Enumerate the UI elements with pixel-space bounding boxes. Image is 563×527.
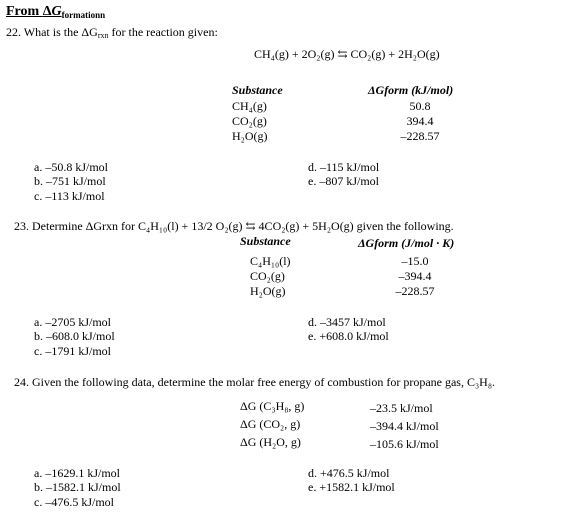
question-24: 24. Given the following data, determine the molar free energy of combustion for propane gas, C₃H₈.: [14, 375, 496, 389]
table-22-value: 394.4: [406, 114, 434, 128]
choice-24-c: c. –476.5 kJ/mol: [34, 495, 114, 509]
table-24-value: –23.5 kJ/mol: [370, 401, 433, 415]
section-title: From $\Delta G_{formationn}$: [6, 4, 106, 20]
table-23-value: –15.0: [401, 254, 429, 268]
table-22-value: 50.8: [409, 99, 431, 113]
table-23-substance: C₄H₁₀(l): [250, 254, 291, 268]
table-22-substance: CO₂(g): [232, 114, 267, 128]
table-23-col2-header: ΔGform (J/mol · K): [358, 236, 455, 250]
table-23-substance: CO₂(g): [250, 269, 285, 283]
table-22-substance: CH₄(g): [232, 99, 267, 113]
choice-24-b: b. –1582.1 kJ/mol: [34, 480, 121, 494]
choice-24-a: a. –1629.1 kJ/mol: [34, 466, 120, 480]
choice-23-d: d. –3457 kJ/mol: [308, 315, 386, 329]
choice-22-d: d. –115 kJ/mol: [308, 160, 380, 174]
choice-23-a: a. –2705 kJ/mol: [34, 315, 111, 329]
choice-23-b: b. –608.0 kJ/mol: [34, 329, 115, 343]
table-23-col1-header: Substance: [240, 234, 291, 248]
table-23-value: –394.4: [398, 269, 432, 283]
table-24-value: –394.4 kJ/mol: [370, 419, 439, 433]
choice-24-e: e. +1582.1 kJ/mol: [308, 480, 395, 494]
choice-23-e: e. +608.0 kJ/mol: [308, 329, 389, 343]
table-22-col2-header: ΔGform (kJ/mol): [368, 83, 454, 97]
table-24-label: ΔG (H₂O, g): [240, 435, 301, 449]
choice-22-e: e. –807 kJ/mol: [308, 174, 379, 188]
question-23: 23. Determine ΔGrxn for C₄H₁₀(l) + 13/2 O₂(g) ⇆ 4CO₂(g) + 5H₂O(g) given the following.: [14, 219, 454, 233]
table-24-label: ΔG (CO₂, g): [240, 417, 301, 431]
table-24-label: ΔG (C₃H₈, g): [240, 399, 305, 413]
table-22-value: –228.57: [400, 129, 440, 143]
choice-23-c: c. –1791 kJ/mol: [34, 344, 111, 358]
equation-22: CH₄(g) + 2O₂(g) ⇆ CO₂(g) + 2H₂O(g): [254, 47, 440, 61]
table-23-value: –228.57: [395, 284, 435, 298]
table-23-substance: H₂O(g): [250, 284, 286, 298]
choice-22-c: c. –113 kJ/mol: [34, 189, 105, 203]
table-22-substance: H₂O(g): [232, 129, 268, 143]
choice-24-d: d. +476.5 kJ/mol: [308, 466, 390, 480]
table-22-col1-header: Substance: [232, 83, 283, 97]
choice-22-a: a. –50.8 kJ/mol: [34, 160, 108, 174]
choice-22-b: b. –751 kJ/mol: [34, 174, 106, 188]
question-22: 22. What is the $\Delta G_{rxn}$ for the reaction given:: [6, 25, 218, 40]
table-24-value: –105.6 kJ/mol: [370, 437, 439, 451]
